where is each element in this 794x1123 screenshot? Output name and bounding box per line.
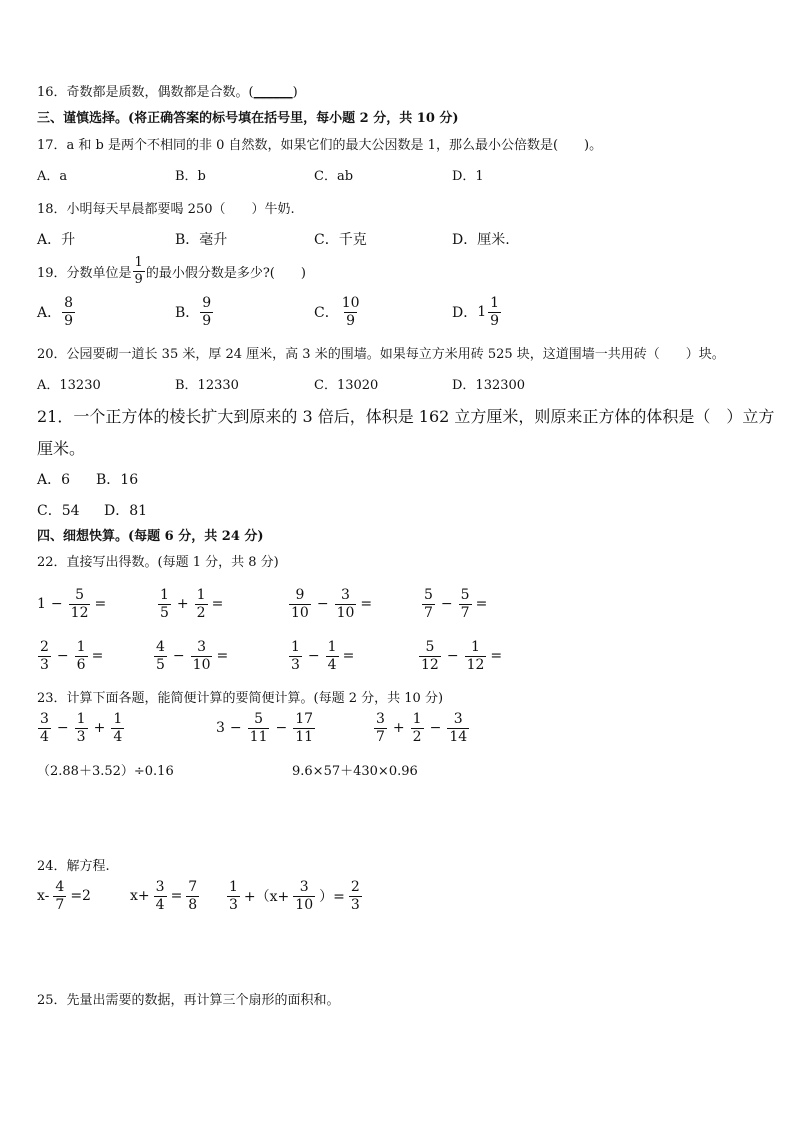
q23-expression-4: （2.88＋3.52）÷0.16 (37, 764, 174, 779)
q22-item-5: $\frac{2}{3}$ − $\frac{1}{6}$ = (40, 639, 104, 673)
q19-option-b: B． $\frac{9}{9}$ (175, 295, 212, 329)
q22-item-3: $\frac{9}{10}$ − $\frac{3}{10}$ = (291, 587, 373, 621)
q22-item-6: $\frac{4}{5}$ − $\frac{3}{10}$ = (156, 639, 229, 673)
q20-option-d: D．132300 (452, 378, 526, 393)
question-20: 20．公园要砌一道长 35 米，厚 24 厘米，高 3 米的围墙。如果每立方米用砖 525 块，这道围墙一共用砖（ ）块。 (37, 347, 725, 362)
q19-unit-fraction: $\frac{1}{9}$ (134, 255, 143, 287)
q18-option-d: D．厘米. (452, 232, 510, 248)
question-17: 17．a 和 b 是两个不相同的非 0 自然数，如果它们的最大公因数是 1，那么最小公倍数是( )。 (37, 138, 603, 153)
q17-option-c: C．ab (314, 169, 354, 184)
question-21-line1: 21．一个正方体的棱长扩大到原来的 3 倍后，体积是 162 立方厘米，则原来正方体的体积是（ ）立方 (37, 407, 775, 426)
question-21-line2: 厘米。 (37, 439, 86, 458)
q23-expression-3: $\frac{3}{7}$ + $\frac{1}{2}$ − $\frac{3}{14}$ (376, 711, 468, 745)
q23-expression-2: 3 − $\frac{5}{11}$ − $\frac{17}{11}$ (216, 711, 314, 745)
q21-option-d: D．81 (104, 503, 148, 519)
q22-item-7: $\frac{1}{3}$ − $\frac{1}{4}$ = (291, 639, 355, 673)
q18-option-b: B．毫升 (175, 232, 228, 248)
q18-option-c: C．千克 (314, 232, 367, 248)
q20-option-c: C．13020 (314, 378, 379, 393)
question-19 (37, 256, 306, 286)
q23-expression-5: 9.6×57＋430×0.96 (292, 764, 418, 779)
section-3-heading: 三、谨慎选择。(将正确答案的标号填在括号里，每小题 2 分，共 10 分) (37, 111, 459, 126)
section-4-heading: 四、细想快算。(每题 6 分，共 24 分) (37, 529, 264, 544)
q23-expression-1: $\frac{3}{4}$ − $\frac{1}{3}$ + $\frac{1}{4}$ (40, 711, 123, 745)
q24-equation-2: x+ $\frac{3}{4}$ = $\frac{7}{8}$ (130, 879, 198, 913)
q17-option-b: B．b (175, 169, 206, 184)
q17-option-d: D．1 (452, 169, 484, 184)
q17-option-a: A．a (37, 169, 68, 184)
q18-option-a: A．升 (37, 232, 76, 248)
q19-option-a: A． $\frac{8}{9}$ (37, 295, 74, 329)
question-25: 25．先量出需要的数据，再计算三个扇形的面积和。 (37, 993, 340, 1008)
question-23: 23．计算下面各题，能简便计算的要简便计算。(每题 2 分，共 10 分) (37, 691, 444, 706)
question-24: 24．解方程. (37, 859, 110, 874)
q16-blank: ______ (253, 85, 293, 100)
q16-text: 16．奇数都是质数，偶数都是合数。( (37, 85, 254, 100)
q19-option-c: C． $\frac{10}{9}$ (314, 295, 360, 329)
question-16 (37, 81, 298, 100)
q19-suffix: 的最小假分数是多少?( ) (145, 265, 306, 281)
q21-option-a: A．6 (37, 472, 71, 488)
q16-close: ) (292, 85, 298, 100)
q20-option-a: A．13230 (37, 378, 101, 393)
q22-item-1: 1 − $\frac{5}{12}$ = (37, 587, 107, 621)
q21-option-b: B．16 (96, 472, 139, 488)
q22-item-2: $\frac{1}{5}$ + $\frac{1}{2}$ = (160, 587, 224, 621)
question-18: 18．小明每天早晨都要喝 250（ ）牛奶. (37, 202, 295, 217)
q24-equation-1: x- $\frac{4}{7}$ =2 (37, 879, 91, 913)
q22-item-8: $\frac{5}{12}$ − $\frac{1}{12}$ = (421, 639, 503, 673)
question-22: 22．直接写出得数。(每题 1 分，共 8 分) (37, 555, 279, 570)
q20-option-b: B．12330 (175, 378, 239, 393)
q19-prefix: 19．分数单位是 (37, 265, 132, 281)
q19-option-d: D． 1 $\frac{1}{9}$ (452, 295, 500, 329)
q24-equation-3: $\frac{1}{3}$ +（x+ $\frac{3}{10}$ ）= $\frac{2}{3}$ (229, 879, 360, 913)
q21-option-c: C．54 (37, 503, 80, 519)
q22-item-4: $\frac{5}{7}$ − $\frac{5}{7}$ = (424, 587, 488, 621)
